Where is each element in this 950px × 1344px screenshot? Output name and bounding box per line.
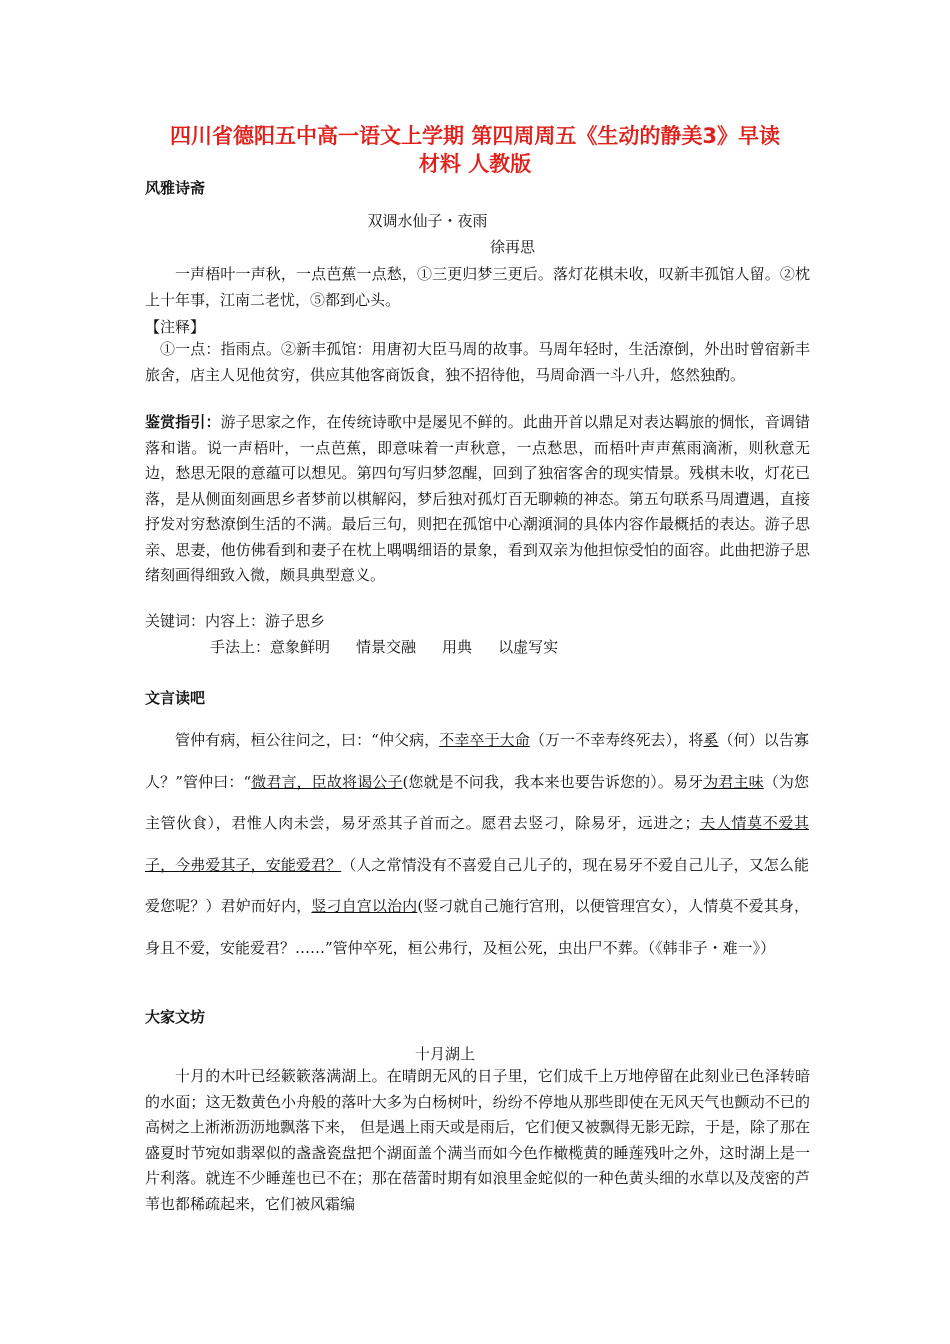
- keywords-content: 关键词：内容上：游子思乡: [145, 612, 326, 630]
- keyword-item: 情景交融: [356, 638, 417, 656]
- poem-text: 一声梧叶一声秋，一点芭蕉一点愁，①三更归梦三更后。落灯花棋未收，叹新丰孤馆人留。②枕上十年事，江南二老忧，⑤都到心头。: [145, 265, 810, 309]
- section-heading-poetry: 风雅诗斋: [145, 179, 206, 197]
- text-run: 管仲有病，桓公往问之，曰：“仲父病，: [175, 731, 440, 749]
- underlined-phrase: 竖刁自宫以治内: [311, 897, 418, 915]
- underlined-phrase: 夫人情莫不爱其子，今弗爱其子，安能爱君？: [145, 814, 809, 874]
- keywords-prefix: 手法上：: [210, 638, 271, 656]
- text-run: （万一不幸寿终死去），将: [529, 731, 704, 749]
- underlined-phrase: 奚: [703, 731, 719, 749]
- keyword-item: 意象鲜明: [270, 638, 331, 656]
- poem-author: 徐再思: [490, 238, 536, 256]
- appreciation-paragraph: [145, 410, 810, 589]
- section-heading-classical: 文言读吧: [145, 689, 206, 707]
- title-line-1: 四川省德阳五中高一语文上学期 第四周周五《生动的静美3》早读: [170, 124, 780, 148]
- notes-text: ①一点：指雨点。②新丰孤馆：用唐初大臣马周的故事。马周年轻时，生活潦倒，外出时曾宿新丰旅舍，店主人见他贫穷，供应其他客商饭食，独不招待他，马周命酒一斗八升，悠然独酌。: [145, 340, 810, 384]
- poem-title: 双调水仙子・夜雨: [367, 212, 488, 230]
- essay-text: 十月的木叶已经簌簌落满湖上。在晴朗无风的日子里，它们成千上万地停留在此刻业已色泽转暗的水面；这无数黄色小舟般的落叶大多为白杨树叶，纷纷不停地从那些即使在无风天气也颤动不已的高树之上淅淅沥沥地飘落下来， 但是遇上雨天或是雨后，它们便又被飘得无影无踪，于是，除了那在盛夏时节宛如翡翠似的盏盏瓷盘把个湖面盖个满当而如今色作橄榄黄的睡莲残叶之外，这时湖上是一片利落。就连不少睡莲也已不在；那在蓓蕾时期有如浪里金蛇似的一种色黄头细的水草以及茂密的芦苇也都稀疏起来，它们被风霜编: [145, 1067, 810, 1213]
- text-run: (竖刁就自己施行宫刑，以便管理宫女），人情莫不爱其身，身且不爱，安能爱君？……”管仲卒死，桓公弗行，及桓公死，虫出尸不葬。（《韩非子・难一》）: [145, 897, 809, 957]
- appreciation-label: 鉴赏指引：: [145, 413, 221, 431]
- underlined-phrase: 微君言，臣故将谒公子: [251, 772, 403, 791]
- keyword-item: 用典: [442, 638, 473, 656]
- underlined-phrase: 为君主味: [703, 772, 764, 791]
- text-run: （何）以告寡人？”管仲曰：“: [145, 731, 809, 791]
- essay-title: 十月湖上: [414, 1045, 475, 1063]
- text-run: （为您主管伙食），君惟人肉未尝，易牙烝其子首而之。愿君去竖刁，除易牙，远进之；: [145, 772, 809, 832]
- text-run: (您就是不问我，我本来也要告诉您的）。易牙: [402, 772, 704, 791]
- appreciation-text: 游子思家之作，在传统诗歌中是屡见不鲜的。此曲开首以鼎足对表达羁旅的惆怅，音调错落和谐。说一声梧叶，一点芭蕉，即意味着一声秋意，一点愁思，而梧叶声声蕉雨滴淅，则秋意无边，愁思无限的意蕴可以想见。第四句写归梦忽醒，回到了独宿客舍的现实情景。残棋未收，灯花已落，是从侧面刻画思乡者梦前以棋解闷，梦后独对孤灯百无聊赖的神态。第五句联系马周遭遇，直接抒发对穷愁潦倒生活的不满。最后三句，则把在孤馆中心潮澒洞的具体内容作最概括的表达。游子思亲、思妻，他仿佛看到和妻子在枕上喁喁细语的景象，看到双亲为他担惊受怕的面容。此曲把游子思绪刻画得细致入微，颇具典型意义。: [145, 413, 810, 584]
- page-title: [100, 122, 850, 178]
- section-heading-essay: 大家文坊: [145, 1008, 206, 1026]
- text-run: （人之常情没有不喜爱自己儿子的，现在易牙不爱自己儿子，又怎么能爱您呢？）君妒而好内，: [145, 855, 809, 915]
- underlined-phrase: 不幸卒于大命: [439, 731, 530, 749]
- classical-text: [145, 720, 809, 969]
- keyword-item: 以虚写实: [498, 638, 559, 656]
- title-line-2: 材料 人教版: [418, 152, 532, 176]
- keywords-technique: [210, 636, 584, 657]
- notes-heading: 【注释】: [145, 318, 206, 336]
